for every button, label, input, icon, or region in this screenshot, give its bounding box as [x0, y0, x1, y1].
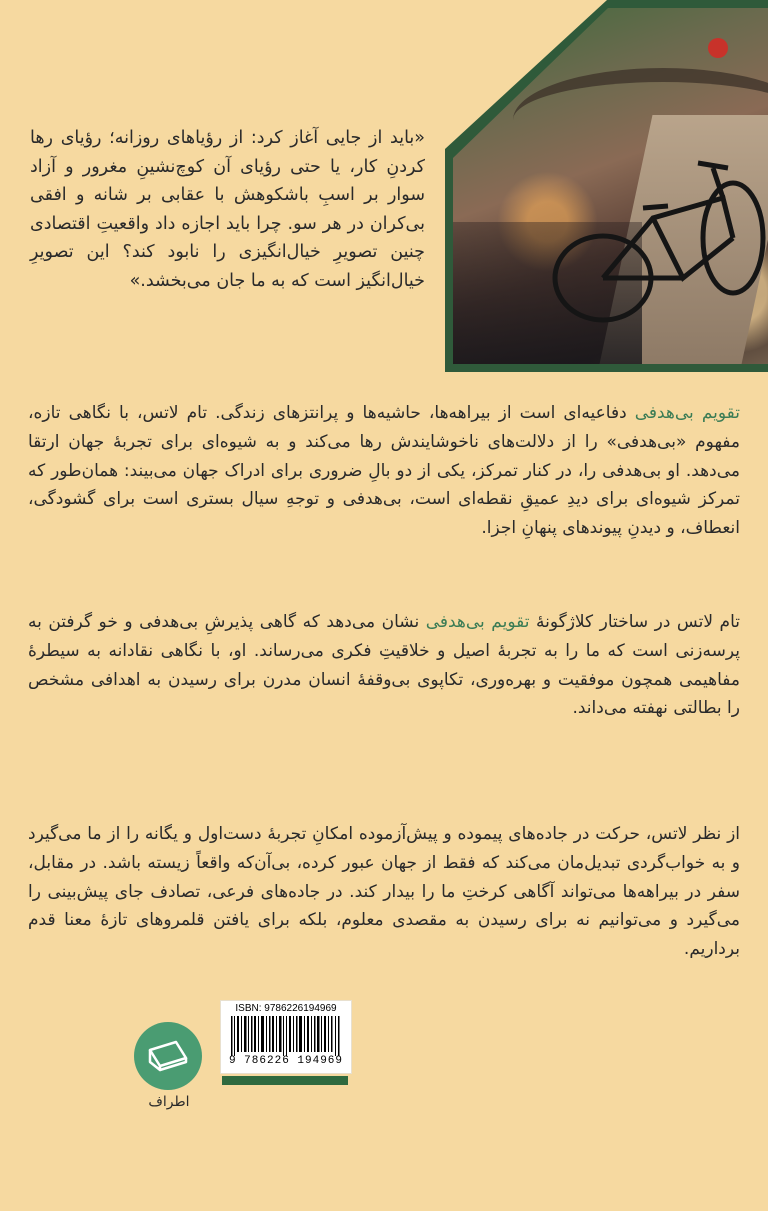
barcode-digits: 9 786226 194969	[228, 1055, 344, 1067]
description-paragraph-2	[28, 608, 740, 723]
isbn-barcode	[220, 1000, 352, 1074]
cover-photo	[445, 0, 768, 372]
description-paragraph-1	[28, 399, 740, 543]
paragraph-2-text-before: تام لاتس در ساختار کلاژگونهٔ	[529, 612, 740, 632]
bicycle-photo	[453, 8, 768, 364]
bicycle-icon	[533, 128, 768, 328]
paragraph-2-text-after: نشان می‌دهد که گاهی پذیرشِ بی‌هدفی و خو گرفتن به پرسه‌زنی است که ما را به تجربهٔ اصیل و خلاقیتِ فکری می‌رساند. او، با نگاهی نقادانه به سیطرهٔ مفاهیمی همچون موفقیت و بهره‌وری، تکاپوی بی‌وقفهٔ انسان مدرن برای رسیدن به اهدافی مشخص را بطالتی نهفته می‌داند.	[28, 612, 740, 719]
color-strip	[222, 1076, 348, 1085]
book-title-highlight: تقویم بی‌هدفی	[634, 403, 740, 423]
book-title-highlight: تقویم بی‌هدفی	[425, 612, 530, 632]
description-paragraph-3: از نظر لاتس، حرکت در جاده‌های پیموده و پیش‌آزموده امکانِ تجربهٔ دست‌اول و یگانه را از ما می‌گیرد و به خواب‌گردی تبدیل‌مان می‌کند که فقط از جهان عبور کرده، بی‌آن‌که واقعاً زیسته باشد. در مقابل، سفر در بیراهه‌ها می‌تواند آگاهی کرختِ ما را بیدار کند. در جاده‌های فرعی، تصادف جای پیش‌بینی را می‌گیرد و می‌توانیم نه برای رسیدن به مقصدی معلوم، بلکه برای یافتن قلمروهای تازهٔ معنا قدم برداریم.	[28, 824, 740, 960]
paragraph-1-text: دفاعیه‌ای است از بیراهه‌ها، حاشیه‌ها و پرانتزهای زندگی. تام لاتس، با نگاهی تازه، مفهوم «بی‌هدفی» را از دلالت‌های ناخوشایندش رها می‌کند و به شیوه‌ای برای تجربهٔ جهان ارتقا می‌دهد. او بی‌هدفی را، در کنار تمرکز، یکی از دو بالِ ضروری برای ادراک جهان می‌بیند: همان‌طور که تمرکز شیوه‌ای برای دیدِ عمیقِ نقطه‌ای است، بی‌هدفی و توجهِ سیال بستری است برای گشودگی، انعطاف، و دیدنِ پیوندهای پنهانِ اجزا.	[28, 403, 740, 539]
isbn-text: ISBN: 9786226194969	[235, 1003, 337, 1014]
book-logo-icon	[134, 1022, 202, 1090]
publisher-name: اطراف	[148, 1094, 190, 1110]
barcode-bars	[221, 1016, 351, 1056]
back-cover-quote: «باید از جایی آغاز کرد: از رؤیاهای روزانه؛ رؤیای رها کردنِ کار، یا حتی رؤیای آن کوچ‌نشینِ مغرور و آزاد سوار بر اسبِ باشکوهش با عقابی بر شانه و افقی بی‌کران در هر سو. چرا باید اجازه داد واقعیتِ اقتصادی چنین تصویرِ خیال‌انگیزی را نابود کند؟ این تصویرِ خیال‌انگیز است که به ما جان می‌بخشد.»	[30, 128, 425, 291]
publisher-logo	[134, 1022, 224, 1112]
